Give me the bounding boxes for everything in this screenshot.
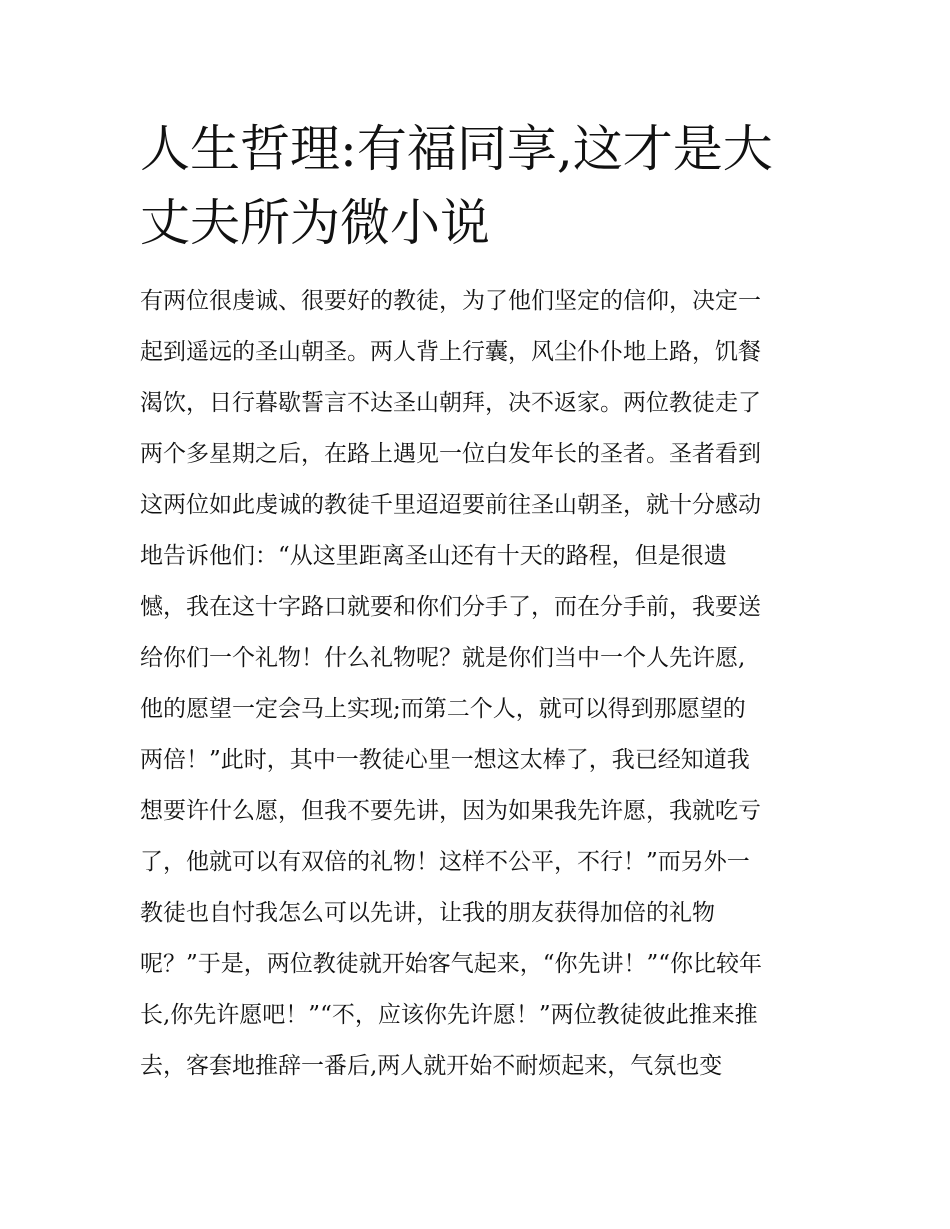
body-line: 教徒也自忖我怎么可以先讲，让我的朋友获得加倍的礼物 [140,900,715,926]
body-line: 想要许什么愿，但我不要先讲，因为如果我先许愿，我就吃亏 [140,798,761,824]
body-line: 去，客套地推辞一番后,两人就开始不耐烦起来，气氛也变 [140,1053,723,1079]
title-line-2: 丈夫所为微小说 [140,194,490,252]
body-line: 有两位很虔诚、很要好的教徒，为了他们坚定的信仰，决定一 [140,288,761,314]
body-line: 给你们一个礼物！什么礼物呢？就是你们当中一个人先许愿, [140,645,746,671]
body-line: 两倍！”此时，其中一教徒心里一想这太棒了，我已经知道我 [140,747,750,773]
body-line: 渴饮，日行暮歇誓言不达圣山朝拜，决不返家。两位教徒走了 [140,390,761,416]
body-line: 起到遥远的圣山朝圣。两人背上行囊，风尘仆仆地上路，饥餐 [140,339,761,365]
body-line: 他的愿望一定会马上实现;而第二个人，就可以得到那愿望的 [140,696,746,722]
body-line: 两个多星期之后，在路上遇见一位白发年长的圣者。圣者看到 [140,441,761,467]
document-title [140,112,820,260]
body-line: 地告诉他们：“从这里距离圣山还有十天的路程，但是很遗 [140,543,727,569]
body-line: 憾，我在这十字路口就要和你们分手了，而在分手前，我要送 [140,594,761,620]
title-line-1: 人生哲理:有福同享,这才是大 [140,120,773,178]
body-line: 了，他就可以有双倍的礼物！这样不公平，不行！”而另外一 [140,849,750,875]
body-line: 这两位如此虔诚的教徒千里迢迢要前往圣山朝圣，就十分感动 [140,492,761,518]
body-line: 呢？”于是，两位教徒就开始客气起来，“你先讲！”“你比较年 [140,951,763,977]
story-body [140,276,830,1092]
body-line: 长,你先许愿吧！”“不，应该你先许愿！”两位教徒彼此推来推 [140,1002,758,1028]
